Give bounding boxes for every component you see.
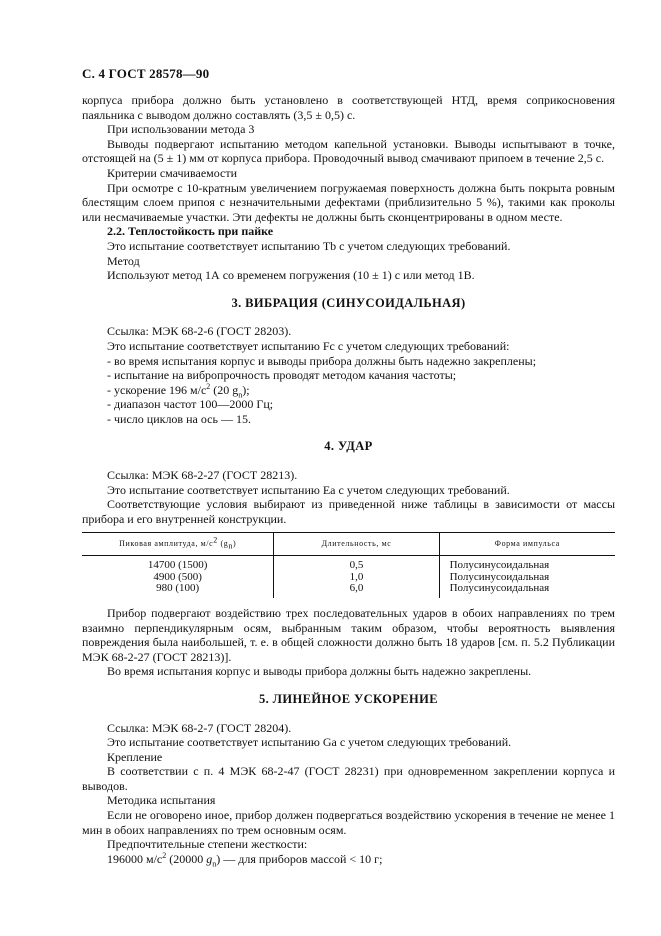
table-header-row (82, 533, 615, 556)
table-row (82, 556, 615, 598)
list-item-acceleration (82, 383, 615, 398)
column-header-peak-amplitude: Пиковая амплитуда, $м/с^2$ $(g_n)$ (82, 533, 274, 556)
paragraph: Прибор подвергают воздействию трех последовательных ударов в обоих направлениях по трем взаимно перпендикулярным осям, выбранным таким образом, чтобы вероятность выявления повреждения была наибольшей, т. е. в общей сложности должно быть 18 ударов [см. п. 5.2 Публикации МЭК 68-2-27 (ГОСТ 28213)]. (82, 605, 615, 664)
column-header-duration: Длительность, мс (274, 533, 439, 556)
paragraph: корпуса прибора должно быть установлено в соответствующей НТД, время соприкосновения паяльника с выводом должно составлять (3,5 ± 0,5) с. (82, 93, 615, 122)
cell-value: 1,0 (349, 570, 364, 583)
paragraph: Используют метод 1А со временем погружения (10 ± 1) с или метод 1В. (107, 268, 475, 283)
subheading-method: Метод (107, 253, 140, 268)
subscript: n (238, 390, 243, 400)
document-body (82, 93, 615, 869)
paragraph: Выводы подвергают испытанию методом капельной установки. Выводы испытывают в точке, отстоящей на (5 ± 1) мм от корпуса прибора. Проводочный вывод смачивают припоем в течение 2,5 с. (82, 136, 615, 166)
list-item: - испытание на вибропрочность проводят методом качания частоты; (107, 368, 457, 383)
cell-value: 0,5 (349, 559, 364, 572)
severity-line: 196000 $м/с^2$ (20000 $g_n$) — для приборов массой < 10 г; (107, 850, 383, 869)
paragraph: Во время испытания корпус и выводы прибора должны быть надежно закреплены. (107, 664, 532, 679)
running-head: С. 4 ГОСТ 28578—90 (82, 66, 210, 81)
table-cell (274, 556, 439, 598)
cell-value: 980 (100) (156, 582, 200, 595)
paragraph: В соответствии с п. 4 МЭК 68-2-47 (ГОСТ 28231) при одновременном закреплении корпуса и выводов. (82, 764, 615, 793)
subheading-mounting: Крепление (107, 749, 163, 764)
section-title-vibration: 3. ВИБРАЦИЯ (СИНУСОИДАЛЬНАЯ) (231, 295, 466, 310)
subheading-severity: Предпочтительные степени жесткости: (107, 837, 308, 852)
cell-value: 6,0 (349, 582, 364, 595)
clause-heading-2-2: 2.2. Теплостойкость при пайке (107, 224, 274, 239)
superscript: 2 (206, 381, 211, 391)
reference-line: Ссылка: МЭК 68-2-6 (ГОСТ 28203). (107, 324, 292, 339)
table-cell (439, 556, 615, 598)
list-item-text: (20 g (210, 382, 239, 397)
paragraph: Это испытание соответствует испытанию Tb с учетом следующих требований. (107, 238, 511, 253)
cell-value: 4900 (500) (153, 570, 202, 583)
subheading-wetting-criteria: Критерии смачиваемости (107, 165, 238, 180)
subheading-test-method: Методика испытания (107, 793, 216, 808)
list-item: - во время испытания корпус и выводы прибора должны быть надежно закреплены; (107, 353, 537, 368)
paragraph: Соответствующие условия выбирают из приведенной ниже таблицы в зависимости от массы прибора и его внутренней конструкции. (82, 497, 615, 526)
list-item-text: ); (242, 382, 250, 397)
paragraph: Это испытание соответствует испытанию Fc с учетом следующих требований: (107, 338, 510, 353)
paragraph: При осмотре с 10-кратным увеличением погружаемая поверхность должна быть покрыта ровным блестящим слоем припоя с незначительными дефектами (приблизительно 5 %), такими как проколы или несмачиваемые участки. Эти дефекты не должны быть сконцентрированы в одном месте. (82, 180, 615, 224)
cell-value: Полусинусоидальная (449, 570, 550, 583)
subheading-method-3: При использовании метода 3 (107, 122, 255, 137)
reference-line: Ссылка: МЭК 68-2-7 (ГОСТ 28204). (107, 720, 292, 735)
list-item-text: - ускорение 196 м/с (107, 382, 207, 397)
cell-value: Полусинусоидальная (449, 559, 550, 572)
paragraph: Это испытание соответствует испытанию Ea с учетом следующих требований. (107, 482, 510, 497)
cell-value: 14700 (1500) (147, 559, 208, 572)
list-item: - диапазон частот 100—2000 Гц; (107, 397, 274, 412)
shock-conditions-table (82, 532, 615, 598)
section-title-linear-acceleration: 5. ЛИНЕЙНОЕ УСКОРЕНИЕ (258, 691, 439, 706)
reference-line: Ссылка: МЭК 68-2-27 (ГОСТ 28213). (107, 468, 298, 483)
list-item: - число циклов на ось — 15. (107, 411, 251, 426)
column-header-pulse-shape: Форма импульса (439, 533, 615, 556)
paragraph: Если не оговорено иное, прибор должен подвергаться воздействию ускорения в течение не менее 1 мин в обоих направлениях по трем основным осям. (82, 808, 615, 837)
section-title-shock: 4. УДАР (324, 439, 373, 454)
paragraph: Это испытание соответствует испытанию Ga с учетом следующих требований. (107, 735, 512, 750)
table-cell (82, 556, 274, 598)
cell-value: Полусинусоидальная (449, 582, 550, 595)
